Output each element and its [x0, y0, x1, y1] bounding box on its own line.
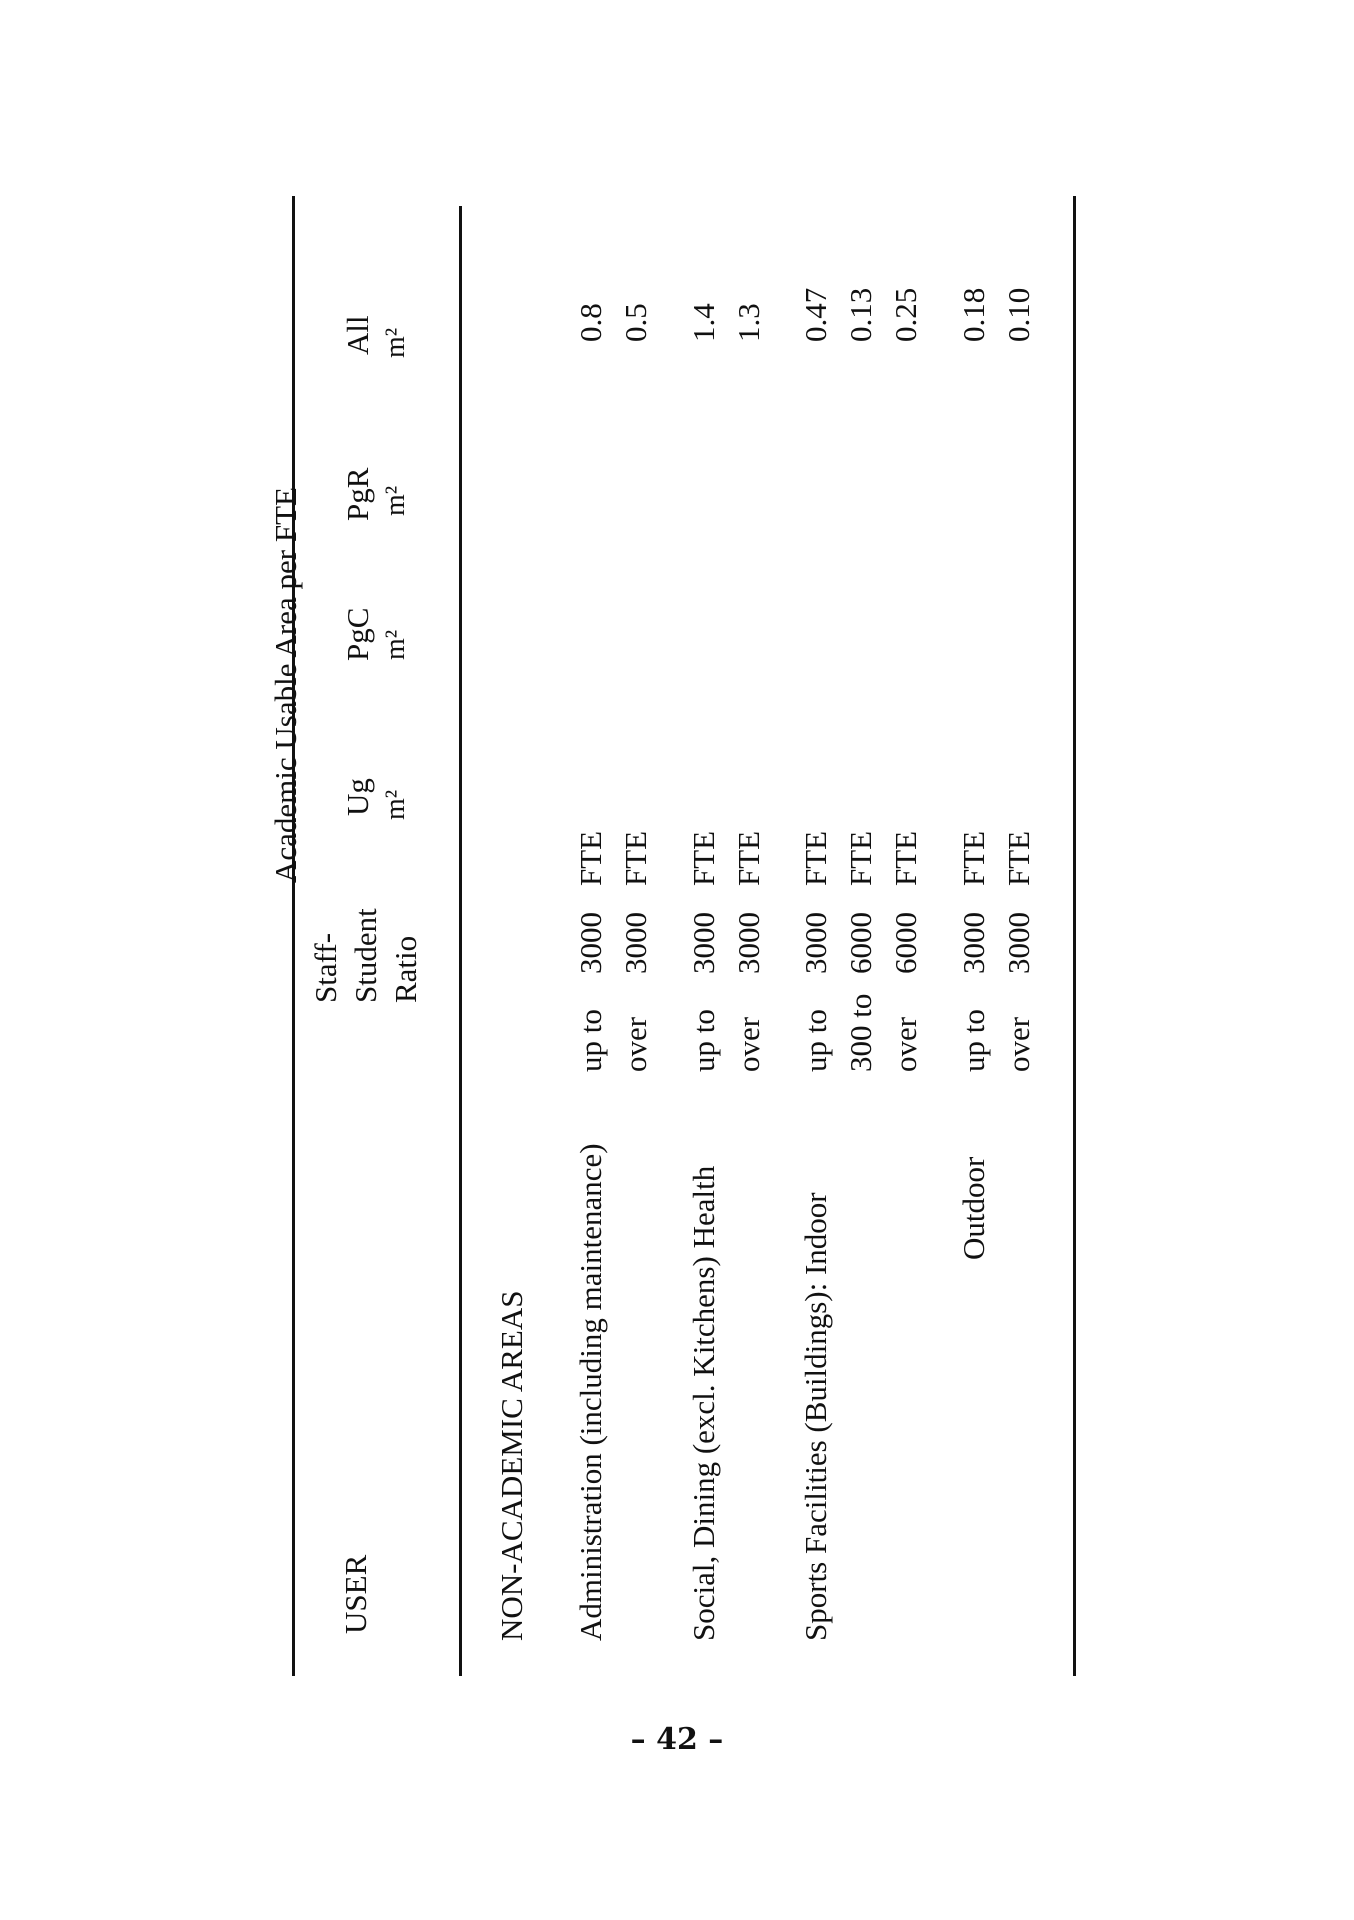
row-range: 3000: [731, 912, 766, 974]
top-rule: [292, 196, 295, 1676]
row-range: 3000: [573, 912, 608, 974]
row-range: 3000: [798, 912, 833, 974]
header-pgr: PgR: [340, 467, 375, 521]
row-unit: FTE: [843, 830, 878, 886]
header-ug-unit: m²: [380, 789, 411, 820]
row-condition: over: [731, 1016, 766, 1072]
header-pgc-unit: m²: [380, 629, 411, 660]
row-user: Administration (including maintenance): [573, 1143, 608, 1641]
header-user: USER: [338, 1554, 373, 1634]
row-unit: FTE: [618, 830, 653, 886]
page-number: – 42 –: [630, 1722, 724, 1757]
row-condition: 300 to: [843, 993, 878, 1072]
header-rule: [459, 206, 462, 1676]
row-condition: over: [618, 1016, 653, 1072]
header-group-title: Academic Usable Area per FTE: [268, 487, 303, 883]
header-ug: Ug: [340, 778, 375, 816]
row-user: Social, Dining (excl. Kitchens) Health: [686, 1165, 721, 1641]
row-condition: up to: [686, 1009, 721, 1072]
header-all-unit: m²: [380, 327, 411, 358]
row-range: 3000: [686, 912, 721, 974]
row-range: 6000: [843, 912, 878, 974]
row-range: 6000: [888, 912, 923, 974]
row-value-all: 1.4: [686, 303, 721, 342]
row-value-all: 0.13: [843, 287, 878, 342]
row-condition: up to: [798, 1009, 833, 1072]
header-ratio-line1: Staff-: [308, 932, 343, 1003]
row-unit: FTE: [798, 830, 833, 886]
row-condition: over: [888, 1016, 923, 1072]
row-unit: FTE: [573, 830, 608, 886]
row-condition: up to: [956, 1009, 991, 1072]
row-unit: FTE: [731, 830, 766, 886]
section-heading: NON-ACADEMIC AREAS: [494, 1290, 529, 1641]
row-value-all: 0.5: [618, 303, 653, 342]
row-unit: FTE: [686, 830, 721, 886]
row-value-all: 0.18: [956, 287, 991, 342]
header-ratio-line2: Student: [348, 908, 383, 1003]
row-value-all: 1.3: [731, 303, 766, 342]
row-condition: over: [1001, 1016, 1036, 1072]
row-unit: FTE: [1001, 830, 1036, 886]
header-pgr-unit: m²: [380, 485, 411, 516]
row-value-all: 0.8: [573, 303, 608, 342]
row-range: 3000: [618, 912, 653, 974]
header-ratio-line3: Ratio: [388, 935, 423, 1003]
row-condition: up to: [573, 1009, 608, 1072]
bottom-rule: [1073, 196, 1076, 1676]
row-user: Sports Facilities (Buildings): Indoor: [798, 1192, 833, 1641]
row-range: 3000: [956, 912, 991, 974]
row-value-all: 0.47: [798, 287, 833, 342]
row-unit: FTE: [956, 830, 991, 886]
header-pgc: PgC: [340, 607, 375, 661]
row-unit: FTE: [888, 830, 923, 886]
row-user: Outdoor: [956, 1156, 991, 1260]
header-all: All: [340, 315, 375, 355]
row-value-all: 0.25: [888, 287, 923, 342]
row-value-all: 0.10: [1001, 287, 1036, 342]
row-range: 3000: [1001, 912, 1036, 974]
